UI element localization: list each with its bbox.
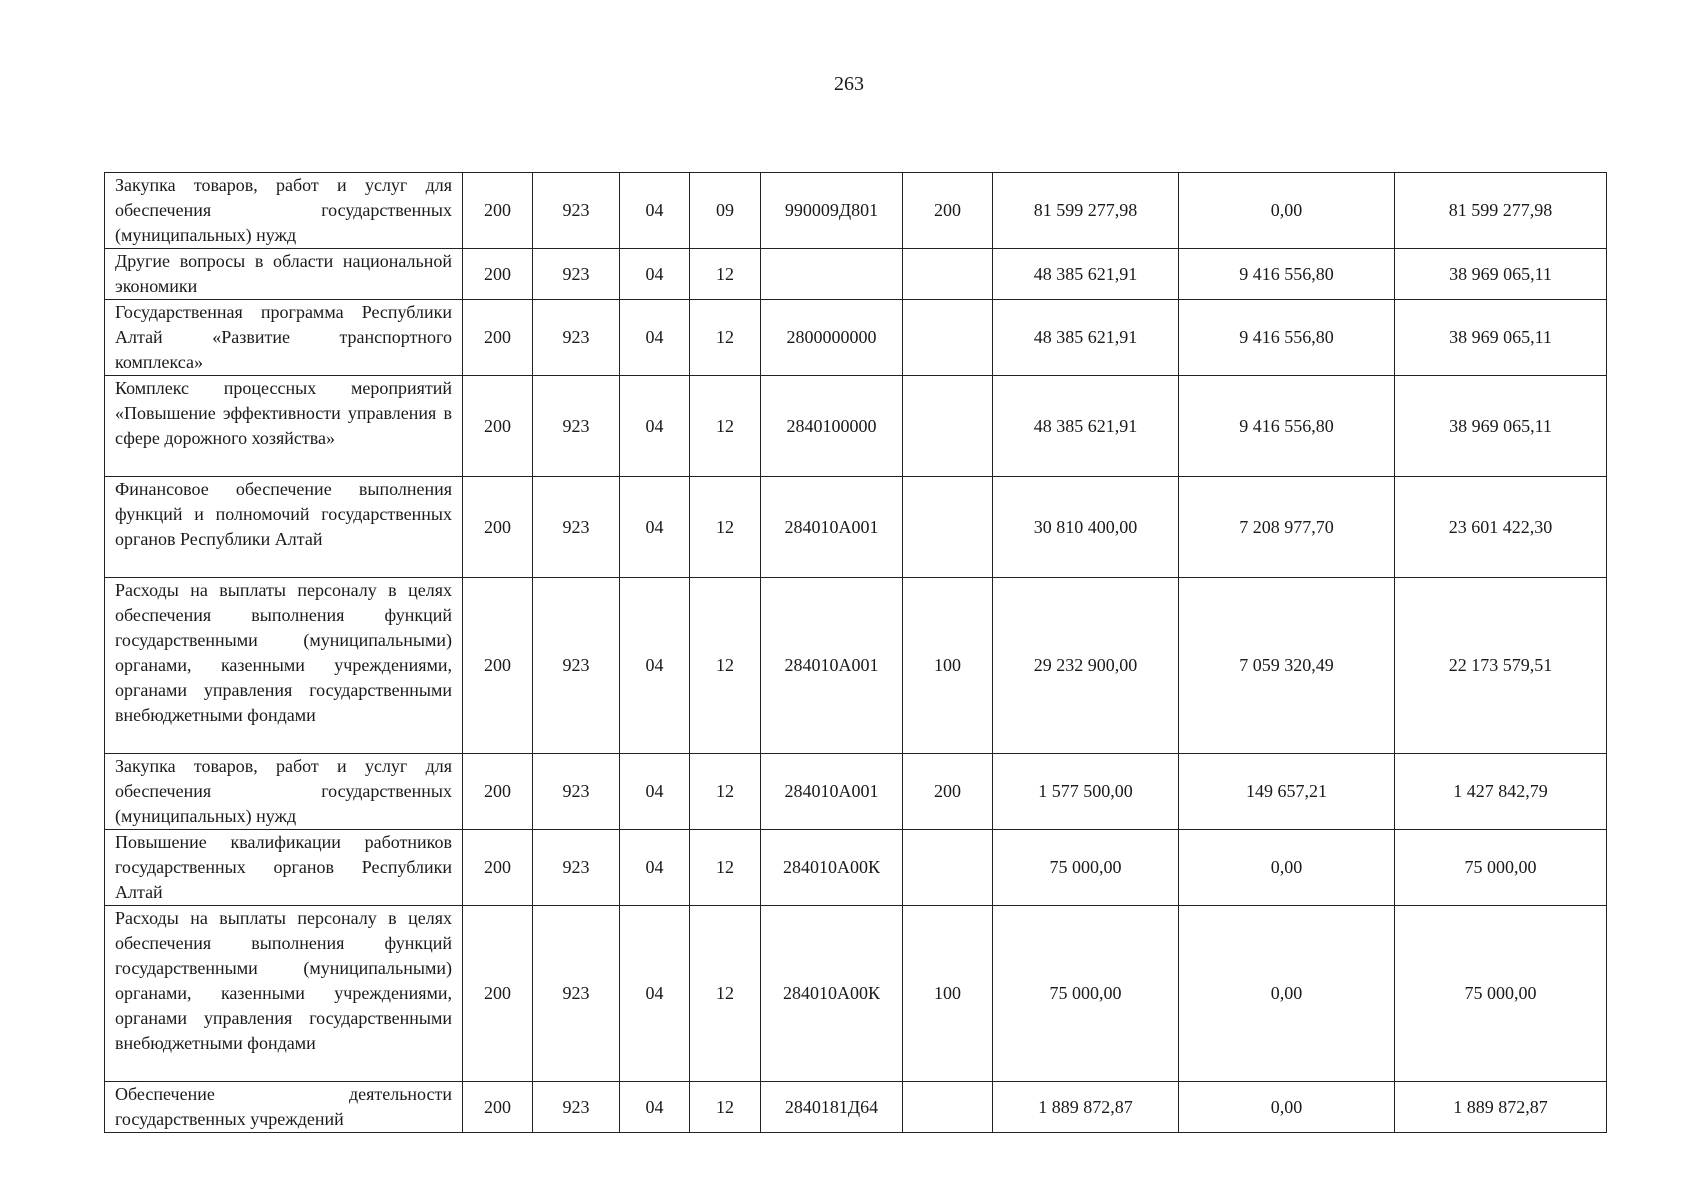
row-code-4: 12 bbox=[690, 249, 761, 300]
row-rest: 38 969 065,11 bbox=[1395, 249, 1607, 300]
row-code-2: 923 bbox=[533, 906, 620, 1082]
row-csr: 284010А00К bbox=[761, 906, 903, 1082]
row-csr bbox=[761, 249, 903, 300]
row-code-2: 923 bbox=[533, 578, 620, 754]
row-rest: 38 969 065,11 bbox=[1395, 376, 1607, 477]
row-code-2: 923 bbox=[533, 173, 620, 249]
row-code-1: 200 bbox=[463, 906, 533, 1082]
row-plan: 48 385 621,91 bbox=[993, 300, 1179, 376]
row-done: 9 416 556,80 bbox=[1179, 376, 1395, 477]
row-plan: 48 385 621,91 bbox=[993, 376, 1179, 477]
row-vr bbox=[903, 1082, 993, 1133]
row-code-1: 200 bbox=[463, 830, 533, 906]
row-code-4: 12 bbox=[690, 754, 761, 830]
row-vr: 100 bbox=[903, 906, 993, 1082]
row-done: 0,00 bbox=[1179, 173, 1395, 249]
budget-table bbox=[104, 172, 1607, 1133]
row-done: 9 416 556,80 bbox=[1179, 249, 1395, 300]
row-code-3: 04 bbox=[620, 578, 690, 754]
row-csr: 284010А001 bbox=[761, 477, 903, 578]
table-row bbox=[105, 830, 1607, 906]
table-row bbox=[105, 906, 1607, 1082]
row-name: Финансовое обеспечение выполнения функций и полномочий государственных органов Республики Алтай bbox=[105, 477, 463, 578]
table-body bbox=[105, 173, 1607, 1133]
row-rest: 75 000,00 bbox=[1395, 906, 1607, 1082]
row-csr: 284010А00К bbox=[761, 830, 903, 906]
row-name: Закупка товаров, работ и услуг для обеспечения государственных (муниципальных) нужд bbox=[105, 173, 463, 249]
row-code-3: 04 bbox=[620, 1082, 690, 1133]
table-row bbox=[105, 376, 1607, 477]
row-done: 7 208 977,70 bbox=[1179, 477, 1395, 578]
row-code-3: 04 bbox=[620, 754, 690, 830]
row-code-4: 12 bbox=[690, 906, 761, 1082]
row-code-1: 200 bbox=[463, 376, 533, 477]
table-row bbox=[105, 1082, 1607, 1133]
row-plan: 1 889 872,87 bbox=[993, 1082, 1179, 1133]
row-vr bbox=[903, 830, 993, 906]
row-rest: 75 000,00 bbox=[1395, 830, 1607, 906]
row-done: 0,00 bbox=[1179, 830, 1395, 906]
row-plan: 75 000,00 bbox=[993, 830, 1179, 906]
row-name: Расходы на выплаты персоналу в целях обеспечения выполнения функций государственными (муниципальными) органами, казенными учреждениями, органами управления государственными внебюджетными фондами bbox=[105, 906, 463, 1082]
row-code-4: 12 bbox=[690, 376, 761, 477]
row-code-3: 04 bbox=[620, 173, 690, 249]
row-code-1: 200 bbox=[463, 249, 533, 300]
table-row bbox=[105, 754, 1607, 830]
row-code-3: 04 bbox=[620, 300, 690, 376]
row-name: Обеспечение деятельности государственных учреждений bbox=[105, 1082, 463, 1133]
row-vr: 200 bbox=[903, 754, 993, 830]
row-code-1: 200 bbox=[463, 477, 533, 578]
row-rest: 1 889 872,87 bbox=[1395, 1082, 1607, 1133]
row-csr: 2840181Д64 bbox=[761, 1082, 903, 1133]
row-name: Расходы на выплаты персоналу в целях обеспечения выполнения функций государственными (муниципальными) органами, казенными учреждениями, органами управления государственными внебюджетными фондами bbox=[105, 578, 463, 754]
row-done: 149 657,21 bbox=[1179, 754, 1395, 830]
row-vr bbox=[903, 376, 993, 477]
row-code-3: 04 bbox=[620, 249, 690, 300]
row-done: 9 416 556,80 bbox=[1179, 300, 1395, 376]
row-code-4: 12 bbox=[690, 1082, 761, 1133]
row-code-2: 923 bbox=[533, 1082, 620, 1133]
row-code-3: 04 bbox=[620, 376, 690, 477]
row-rest: 38 969 065,11 bbox=[1395, 300, 1607, 376]
table-row bbox=[105, 249, 1607, 300]
row-plan: 48 385 621,91 bbox=[993, 249, 1179, 300]
row-code-4: 12 bbox=[690, 300, 761, 376]
row-code-4: 12 bbox=[690, 578, 761, 754]
row-code-2: 923 bbox=[533, 249, 620, 300]
row-code-3: 04 bbox=[620, 477, 690, 578]
row-csr: 284010А001 bbox=[761, 754, 903, 830]
table-row bbox=[105, 173, 1607, 249]
row-code-2: 923 bbox=[533, 754, 620, 830]
row-code-1: 200 bbox=[463, 1082, 533, 1133]
row-vr: 100 bbox=[903, 578, 993, 754]
row-rest: 23 601 422,30 bbox=[1395, 477, 1607, 578]
row-plan: 30 810 400,00 bbox=[993, 477, 1179, 578]
row-code-2: 923 bbox=[533, 376, 620, 477]
row-code-4: 12 bbox=[690, 477, 761, 578]
row-plan: 29 232 900,00 bbox=[993, 578, 1179, 754]
row-code-3: 04 bbox=[620, 830, 690, 906]
row-name: Государственная программа Республики Алтай «Развитие транспортного комплекса» bbox=[105, 300, 463, 376]
row-code-4: 12 bbox=[690, 830, 761, 906]
row-plan: 1 577 500,00 bbox=[993, 754, 1179, 830]
row-code-1: 200 bbox=[463, 173, 533, 249]
row-vr: 200 bbox=[903, 173, 993, 249]
row-code-1: 200 bbox=[463, 754, 533, 830]
page-number: 263 bbox=[834, 73, 864, 95]
row-plan: 81 599 277,98 bbox=[993, 173, 1179, 249]
row-rest: 1 427 842,79 bbox=[1395, 754, 1607, 830]
row-vr bbox=[903, 300, 993, 376]
row-csr: 2840100000 bbox=[761, 376, 903, 477]
row-csr: 284010А001 bbox=[761, 578, 903, 754]
row-csr: 990009Д801 bbox=[761, 173, 903, 249]
row-name: Повышение квалификации работников государственных органов Республики Алтай bbox=[105, 830, 463, 906]
row-code-2: 923 bbox=[533, 477, 620, 578]
row-done: 0,00 bbox=[1179, 906, 1395, 1082]
row-vr bbox=[903, 477, 993, 578]
row-code-1: 200 bbox=[463, 300, 533, 376]
row-csr: 2800000000 bbox=[761, 300, 903, 376]
row-done: 0,00 bbox=[1179, 1082, 1395, 1133]
table-row bbox=[105, 578, 1607, 754]
row-name: Комплекс процессных мероприятий «Повышение эффективности управления в сфере дорожного хозяйства» bbox=[105, 376, 463, 477]
row-code-4: 09 bbox=[690, 173, 761, 249]
row-code-3: 04 bbox=[620, 906, 690, 1082]
row-code-1: 200 bbox=[463, 578, 533, 754]
row-done: 7 059 320,49 bbox=[1179, 578, 1395, 754]
row-code-2: 923 bbox=[533, 300, 620, 376]
row-name: Другие вопросы в области национальной экономики bbox=[105, 249, 463, 300]
row-plan: 75 000,00 bbox=[993, 906, 1179, 1082]
row-name: Закупка товаров, работ и услуг для обеспечения государственных (муниципальных) нужд bbox=[105, 754, 463, 830]
row-vr bbox=[903, 249, 993, 300]
row-code-2: 923 bbox=[533, 830, 620, 906]
table-row bbox=[105, 477, 1607, 578]
row-rest: 22 173 579,51 bbox=[1395, 578, 1607, 754]
table-row bbox=[105, 300, 1607, 376]
row-rest: 81 599 277,98 bbox=[1395, 173, 1607, 249]
